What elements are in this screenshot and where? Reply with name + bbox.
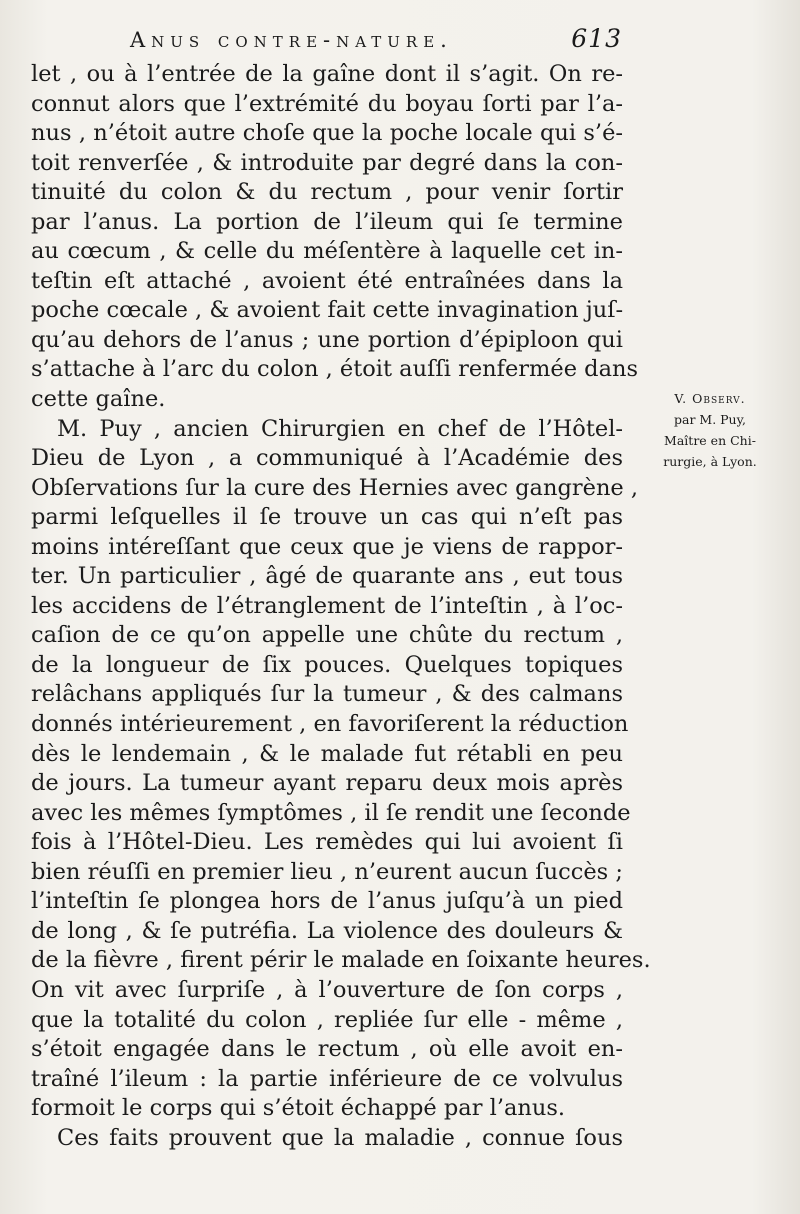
running-head xyxy=(130,24,630,60)
text-line: fois à l’Hôtel-Dieu. Les remèdes qui lui avoient ſi xyxy=(31,829,623,856)
text-line: poche cœcale , & avoient fait cette invagination juſ- xyxy=(31,297,624,324)
text-line: parmi leſquelles il ſe trouve un cas qui n’eſt pas xyxy=(31,504,623,531)
margin-note-line: Maître en Chi- xyxy=(664,433,756,448)
text-line: de la fièvre , firent périr le malade en ſoixante heures. xyxy=(31,947,651,974)
text-line: dès le lendemain , & le malade fut rétabli en peu xyxy=(31,740,623,767)
text-line: donnés intérieurement , en favoriſerent la réduction xyxy=(31,711,629,738)
text-line: traîné l’ileum : la partie inférieure de ce volvulus xyxy=(31,1065,623,1092)
text-line: On vit avec ſurpriſe , à l’ouverture de ſon corps , xyxy=(31,976,623,1003)
text-line: M. Puy , ancien Chirurgien en chef de l’Hôtel- xyxy=(57,415,623,442)
text-line: Obſervations ſur la cure des Hernies avec gangrène , xyxy=(31,474,639,501)
text-line: bien réuſſi en premier lieu , n’eurent aucun ſuccès ; xyxy=(31,858,623,885)
margin-note-line: rurgie, à Lyon. xyxy=(663,454,757,469)
text-line: Dieu de Lyon , a communiqué à l’Académie des xyxy=(31,445,623,472)
text-line: que la totalité du colon , repliée ſur elle - même , xyxy=(31,1006,623,1033)
margin-note-line: V. Observ. xyxy=(674,391,746,406)
text-line: teſtin eſt attaché , avoient été entraînées dans la xyxy=(31,267,623,294)
text-line: de la longueur de ſix pouces. Quelques topiques xyxy=(31,651,623,678)
page-number: 613 xyxy=(571,24,622,53)
text-line: tinuité du colon & du rectum , pour venir ſortir xyxy=(31,179,623,206)
text-line: cette gaîne. xyxy=(31,386,166,413)
text-line: avec les mêmes ſymptômes , il ſe rendit une ſeconde xyxy=(31,799,631,826)
text-line: s’attache à l’arc du colon , étoit auſſi renfermée dans xyxy=(31,356,639,383)
body-text xyxy=(31,60,651,1153)
text-line: l’inteſtin ſe plongea hors de l’anus juſqu’à un pied xyxy=(31,888,623,915)
text-line: caſion de ce qu’on appelle une chûte du rectum , xyxy=(31,622,623,649)
text-line: relâchans appliqués ſur la tumeur , & des calmans xyxy=(31,681,623,708)
text-line: let , ou à l’entrée de la gaîne dont il s’agit. On re- xyxy=(31,61,623,87)
text-line: Ces faits prouvent que la maladie , connue ſous xyxy=(57,1124,623,1151)
text-line: moins intéreſſant que ceux que je viens de rappor- xyxy=(31,533,623,560)
text-line: de jours. La tumeur ayant reparu deux mois après xyxy=(31,770,623,797)
margin-note-line: par M. Puy, xyxy=(674,412,746,427)
text-line: par l’anus. La portion de l’ileum qui ſe termine xyxy=(31,208,623,235)
text-line: les accidens de l’étranglement de l’inteſtin , à l’oc- xyxy=(31,592,623,619)
text-line: de long , & ſe putréfia. La violence des douleurs & xyxy=(31,917,623,944)
text-line: qu’au dehors de l’anus ; une portion d’épiploon qui xyxy=(31,326,623,353)
margin-note xyxy=(630,388,790,472)
text-line: au cœcum , & celle du méſentère à laquelle cet in- xyxy=(31,238,623,265)
text-line: formoit le corps qui s’étoit échappé par l’anus. xyxy=(31,1095,566,1122)
text-line: s’étoit engagée dans le rectum , où elle avoit en- xyxy=(31,1036,623,1063)
text-line: ter. Un particulier , âgé de quarante ans , eut tous xyxy=(31,563,623,590)
running-title: Anus contre-nature. xyxy=(130,28,453,52)
text-line: connut alors que l’extrémité du boyau ſorti par l’a- xyxy=(31,90,623,117)
text-line: toit renverſée , & introduite par degré dans la con- xyxy=(31,149,623,176)
text-line: nus , n’étoit autre choſe que la poche locale qui s’é- xyxy=(31,120,623,147)
